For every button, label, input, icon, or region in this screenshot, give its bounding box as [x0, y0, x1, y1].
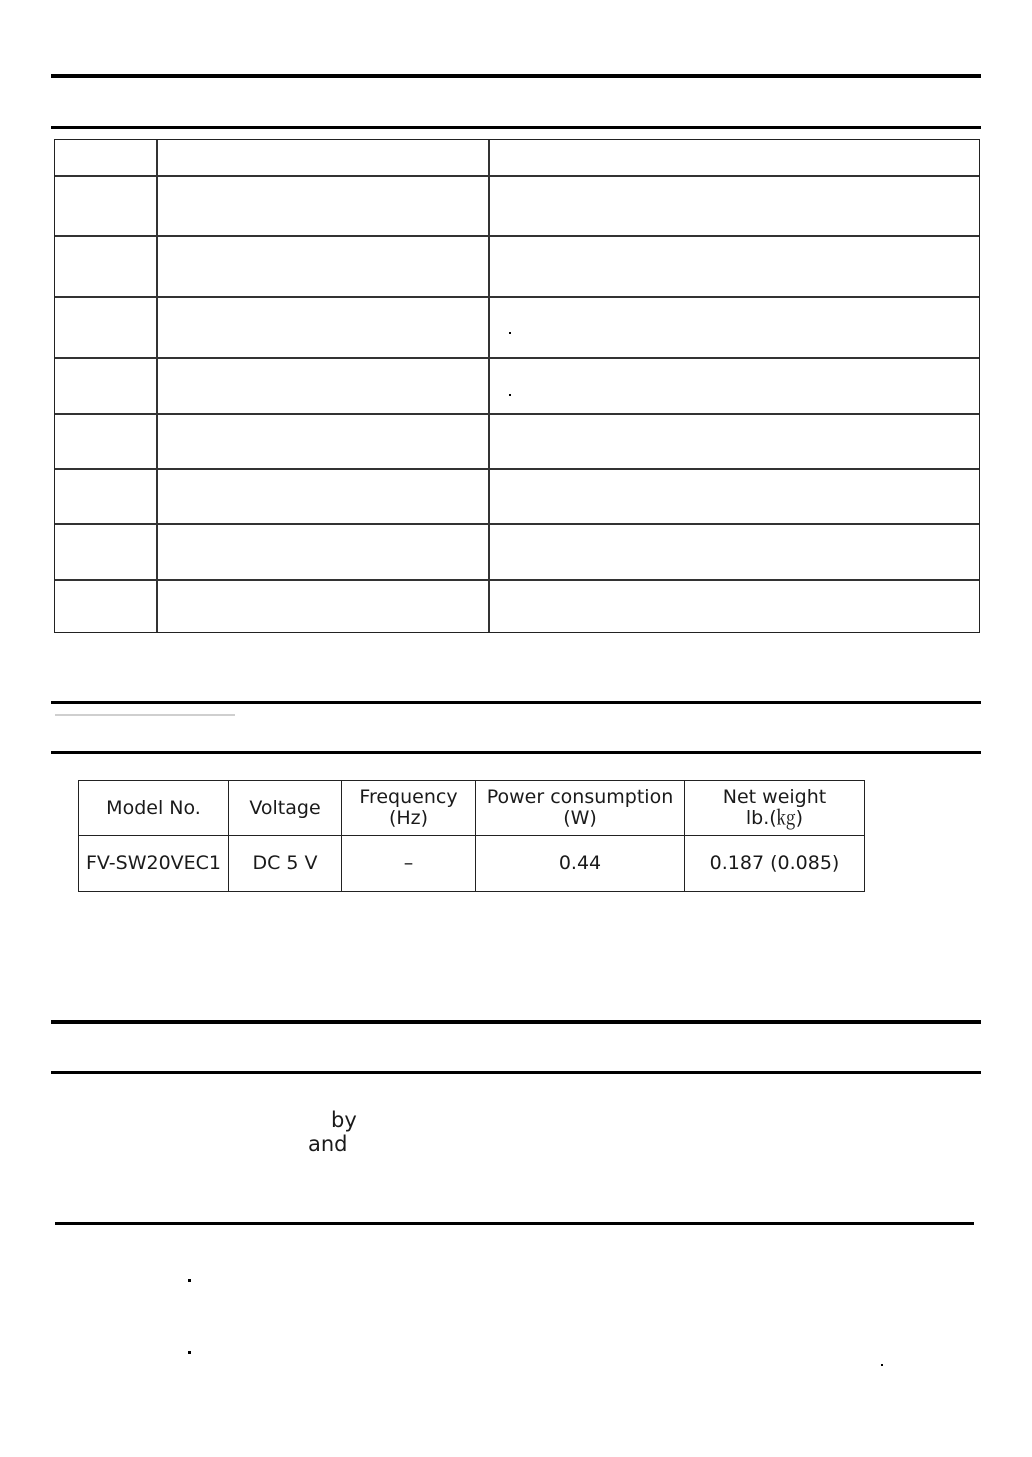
bullet-dot: [188, 1351, 191, 1354]
header-frequency: [342, 781, 476, 836]
table-header-row: [79, 781, 865, 836]
header-weight: [685, 781, 865, 836]
table-row-divider: [55, 523, 979, 525]
bullet-dot: [188, 1279, 191, 1282]
header-power: [476, 781, 685, 836]
header-model: Model No.: [79, 781, 229, 836]
specifications-table: [78, 780, 865, 892]
table-row-divider: [55, 579, 979, 581]
faint-heading-trace: [55, 714, 235, 716]
parts-table: [54, 139, 980, 633]
table-cell-dot: [509, 332, 511, 334]
table-row: [79, 836, 865, 892]
section-specs-rule: [51, 701, 981, 704]
period-dot: [881, 1364, 883, 1366]
section-third-rule: [51, 1020, 981, 1024]
section-specs-rule-2: [51, 751, 981, 754]
table-row-divider: [55, 296, 979, 298]
text-fragment-and: and: [308, 1132, 348, 1156]
table-cell-dot: [509, 394, 511, 396]
header-voltage: Voltage: [229, 781, 342, 836]
section-top-rule-2: [51, 126, 981, 129]
section-top-rule: [51, 74, 981, 78]
header-frequency-label: Frequency: [359, 786, 458, 808]
header-power-label: Power consumption: [486, 786, 674, 808]
table-col-divider: [488, 140, 490, 632]
header-power-unit: (W): [563, 807, 597, 829]
section-fourth-rule: [55, 1222, 974, 1225]
cell-weight: 0.187 (0.085): [685, 836, 865, 892]
header-frequency-unit: (Hz): [388, 807, 429, 829]
cell-power: 0.44: [476, 836, 685, 892]
table-row-divider: [55, 413, 979, 415]
table-row-divider: [55, 468, 979, 470]
table-row-divider: [55, 357, 979, 359]
table-row-divider: [55, 235, 979, 237]
table-row-divider: [55, 175, 979, 177]
table-col-divider: [156, 140, 158, 632]
cell-voltage: DC 5 V: [229, 836, 342, 892]
section-third-rule-2: [51, 1071, 981, 1074]
header-weight-label: Net weight: [722, 786, 827, 808]
header-weight-unit: lb.(㎏): [745, 807, 804, 829]
cell-frequency: –: [342, 836, 476, 892]
text-fragment-by: by: [331, 1108, 357, 1132]
cell-model: FV-SW20VEC1: [79, 836, 229, 892]
